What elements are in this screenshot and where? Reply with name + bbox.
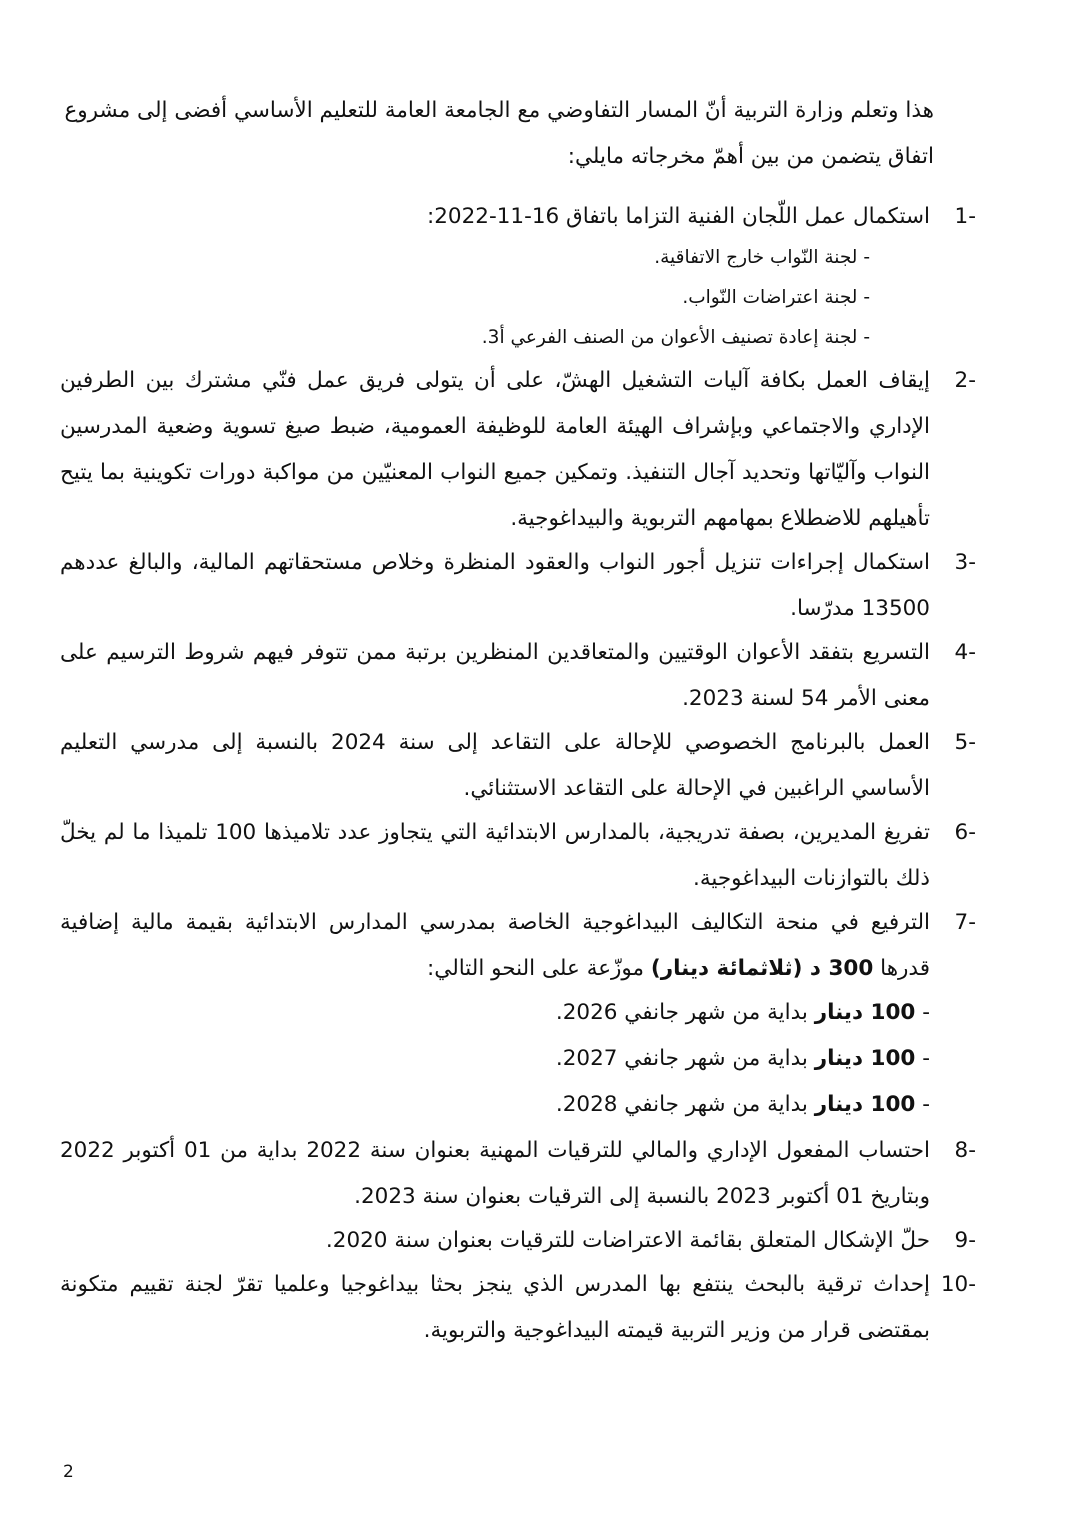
item-text-start: الترفيع في منحة التكاليف البيداغوجية الخاصة بمدرسي المدارس الابتدائية بقيمة مالية إضافية قدرها: [60, 910, 930, 981]
item-text: حلّ الإشكال المتعلق بقائمة الاعتراضات للترقيات بعنوان سنة 2020.: [325, 1228, 930, 1253]
list-item-8: [60, 1128, 976, 1220]
payment-date: بداية من شهر جانفي 2028.: [555, 1092, 815, 1117]
item-number: -3: [954, 550, 976, 575]
item-number: -10: [940, 1272, 976, 1297]
item-number: -6: [954, 820, 976, 845]
list-item-4: [60, 630, 976, 722]
payment-amount: 100 دينار: [814, 1000, 916, 1025]
payment-item: [60, 990, 930, 1036]
item-number: -4: [954, 640, 976, 665]
payment-dash: -: [915, 1046, 930, 1071]
item-number: -8: [954, 1138, 976, 1163]
committee-item: - لجنة إعادة تصنيف الأعوان من الصنف الفرعي أ3.: [481, 327, 870, 348]
payment-date: بداية من شهر جانفي 2026.: [555, 1000, 815, 1025]
list-item-5: [60, 720, 976, 812]
committee-item: - لجنة اعتراضات النّواب.: [682, 287, 870, 308]
committee-item: - لجنة النّواب خارج الاتفاقية.: [654, 247, 870, 268]
payment-amount: 100 دينار: [814, 1046, 916, 1071]
list-item-6: [60, 810, 976, 902]
list-item-2: [60, 358, 976, 542]
item-text-end: موزّعة على النحو التالي:: [427, 956, 651, 981]
item-number: -2: [954, 368, 976, 393]
item-text: إحداث ترقية بالبحث ينتفع بها المدرس الذي ينجز بحثا بيداغوجيا وعلميا تقرّ لجنة تقييم متكونة بمقتضى قرار من وزير التربية قيمته البيداغوجية والتربوية.: [60, 1272, 930, 1343]
list-item-10: [60, 1262, 976, 1354]
item-text: العمل بالبرنامج الخصوصي للإحالة على التقاعد إلى سنة 2024 بالنسبة إلى مدرسي التعليم الأساسي الراغبين في الإحالة على التقاعد الاستثنائي.: [60, 730, 930, 801]
item-text: إيقاف العمل بكافة آليات التشغيل الهشّ، على أن يتولى فريق عمل فنّي مشترك بين الطرفين الإداري والاجتماعي وبإشراف الهيئة العامة للوظيفة العمومية، ضبط صيغ تسوية وضعية المدرسين النواب وآليّاتها وتحديد آجال التنفيذ. وتمكين جميع النواب المعنيّين من مواكبة دورات تكوينية بما يتيح تأهيلهم للاضطلاع بمهامهم التربوية والبيداغوجية.: [60, 368, 930, 531]
list-item-7: [60, 900, 976, 992]
item-number: -9: [954, 1228, 976, 1253]
intro-line-2: اتفاق يتضمن من بين أهمّ مخرجاته مايلي:: [567, 144, 934, 169]
item-text-bold-amount: 300 د (ثلاثمائة دينار): [650, 956, 874, 981]
document-body: [60, 88, 976, 1352]
item-text: احتساب المفعول الإداري والمالي للترقيات المهنية بعنوان سنة 2022 بداية من 01 أكتوبر 2022 وبتاريخ 01 أكتوبر 2023 بالنسبة إلى الترقيات بعنوان سنة 2023.: [60, 1138, 930, 1209]
payment-dash: -: [915, 1000, 930, 1025]
list-item-9: [60, 1218, 976, 1264]
intro-line-1: هذا وتعلم وزارة التربية أنّ المسار التفاوضي مع الجامعة العامة للتعليم الأساسي أفضى إلى مشروع: [64, 98, 934, 123]
item-text: التسريع بتفقد الأعوان الوقتيين والمتعاقدين المنظرين برتبة ممن تتوفر فيهم شروط الترسيم على معنى الأمر 54 لسنة 2023.: [60, 640, 930, 711]
item-number: -5: [954, 730, 976, 755]
committees-list: [60, 238, 930, 358]
item-number: -7: [954, 910, 976, 935]
item-text: استكمال إجراءات تنزيل أجور النواب والعقود المنظرة وخلاص مستحقاتهم المالية، والبالغ عددهم 13500 مدرّسا.: [60, 550, 930, 621]
list-item-3: [60, 540, 976, 632]
payment-dash: -: [915, 1092, 930, 1117]
payment-item: [60, 1036, 930, 1082]
item-text: استكمال عمل اللّجان الفنية التزاما باتفاق 16-11-2022:: [426, 204, 930, 229]
intro-paragraph: [60, 88, 934, 180]
list-item-1: [60, 194, 976, 240]
page-number: 2: [63, 1462, 74, 1482]
item-number: -1: [954, 204, 976, 229]
payment-item: [60, 1082, 930, 1128]
payment-date: بداية من شهر جانفي 2027.: [555, 1046, 815, 1071]
payments-list: [60, 990, 930, 1128]
payment-amount: 100 دينار: [814, 1092, 916, 1117]
item-text: تفريغ المديرين، بصفة تدريجية، بالمدارس الابتدائية التي يتجاوز عدد تلاميذها 100 تلميذا ما لم يخلّ ذلك بالتوازنات البيداغوجية.: [60, 820, 930, 891]
